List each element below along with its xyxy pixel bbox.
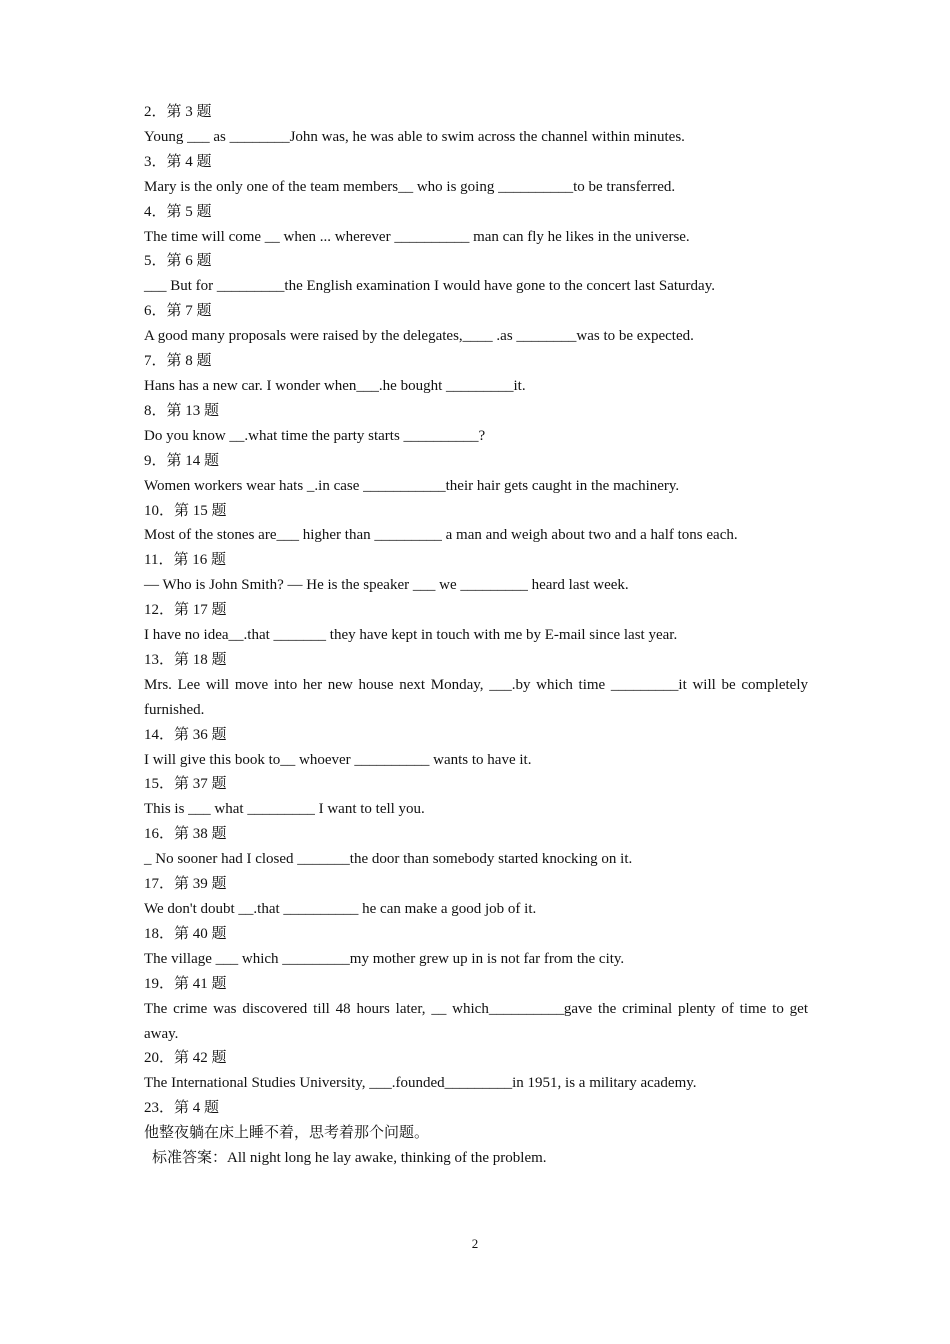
question-heading: 2．第 3 题	[144, 104, 212, 120]
question-heading: 8．第 13 题	[144, 402, 220, 419]
question-heading: 15．第 37 题	[144, 776, 227, 793]
question-heading: 5．第 6 题	[144, 253, 212, 270]
question-heading: 6．第 7 题	[144, 303, 212, 320]
question-text: ___ But for _________the English examination I would have gone to the concert last Saturday.	[144, 278, 715, 295]
question-text: Hans has a new car. I wonder when___.he bought _________it.	[144, 377, 526, 394]
question-text: — Who is John Smith? — He is the speaker ___ we _________ heard last week.	[144, 577, 629, 594]
question-text: The International Studies University, ___.founded_________in 1951, is a military academy.	[144, 1075, 697, 1092]
question-heading: 19．第 41 题	[144, 975, 227, 992]
question-text: Women workers wear hats _.in case ___________their hair gets caught in the machinery.	[144, 477, 680, 494]
question-heading: 10．第 15 题	[144, 502, 227, 519]
page-number: 2	[471, 1236, 479, 1251]
question-heading: 11．第 16 题	[144, 552, 226, 569]
question-text: I have no idea__.that _______ they have kept in touch with me by E-mail since last year.	[144, 627, 678, 644]
question-heading: 20．第 42 题	[144, 1050, 227, 1067]
question-heading: 9．第 14 题	[144, 452, 220, 469]
question-text: Mrs. Lee will move into her new house next Monday, ___.by which time _________it will be completely furnished.	[144, 676, 808, 718]
translation-prompt: 他整夜躺在床上睡不着，思考着那个问题。	[144, 1125, 430, 1142]
question-heading: 4．第 5 题	[144, 203, 212, 220]
question-text: We don't doubt __.that __________ he can make a good job of it.	[144, 901, 537, 917]
question-heading: 18．第 40 题	[144, 925, 227, 942]
question-text: The time will come __ when ... wherever __________ man can fly he likes in the universe.	[144, 228, 690, 245]
question-text: The village ___ which _________my mother grew up in is not far from the city.	[144, 950, 625, 967]
question-text: The crime was discovered till 48 hours later, __ which__________gave the criminal plenty of time to get away.	[144, 1000, 808, 1042]
question-heading: 17．第 39 题	[144, 876, 227, 893]
question-text: Mary is the only one of the team members__ who is going __________to be transferred.	[144, 178, 676, 195]
question-text: Do you know __.what time the party starts __________?	[144, 427, 486, 444]
translation-answer: 标准答案：All night long he lay awake, thinking of the problem.	[152, 1150, 547, 1167]
question-list	[144, 100, 808, 1171]
question-text: A good many proposals were raised by the delegates,____ .as ________was to be expected.	[144, 328, 694, 345]
question-text: This is ___ what _________ I want to tell you.	[144, 801, 425, 818]
translation-heading: 23．第 4 题	[144, 1100, 220, 1117]
question-heading: 7．第 8 题	[144, 353, 212, 370]
question-heading: 16．第 38 题	[144, 826, 227, 843]
question-text: _ No sooner had I closed _______the door than somebody started knocking on it.	[144, 851, 633, 868]
question-text: Most of the stones are___ higher than _________ a man and weigh about two and a half tons each.	[144, 527, 738, 544]
question-text: I will give this book to__ whoever __________ wants to have it.	[144, 751, 532, 768]
question-text: Young ___ as ________John was, he was able to swim across the channel within minutes.	[144, 128, 685, 145]
question-heading: 14．第 36 题	[144, 726, 227, 743]
question-heading: 12．第 17 题	[144, 602, 227, 619]
question-heading: 3．第 4 题	[144, 153, 212, 170]
question-heading: 13．第 18 题	[144, 651, 227, 668]
